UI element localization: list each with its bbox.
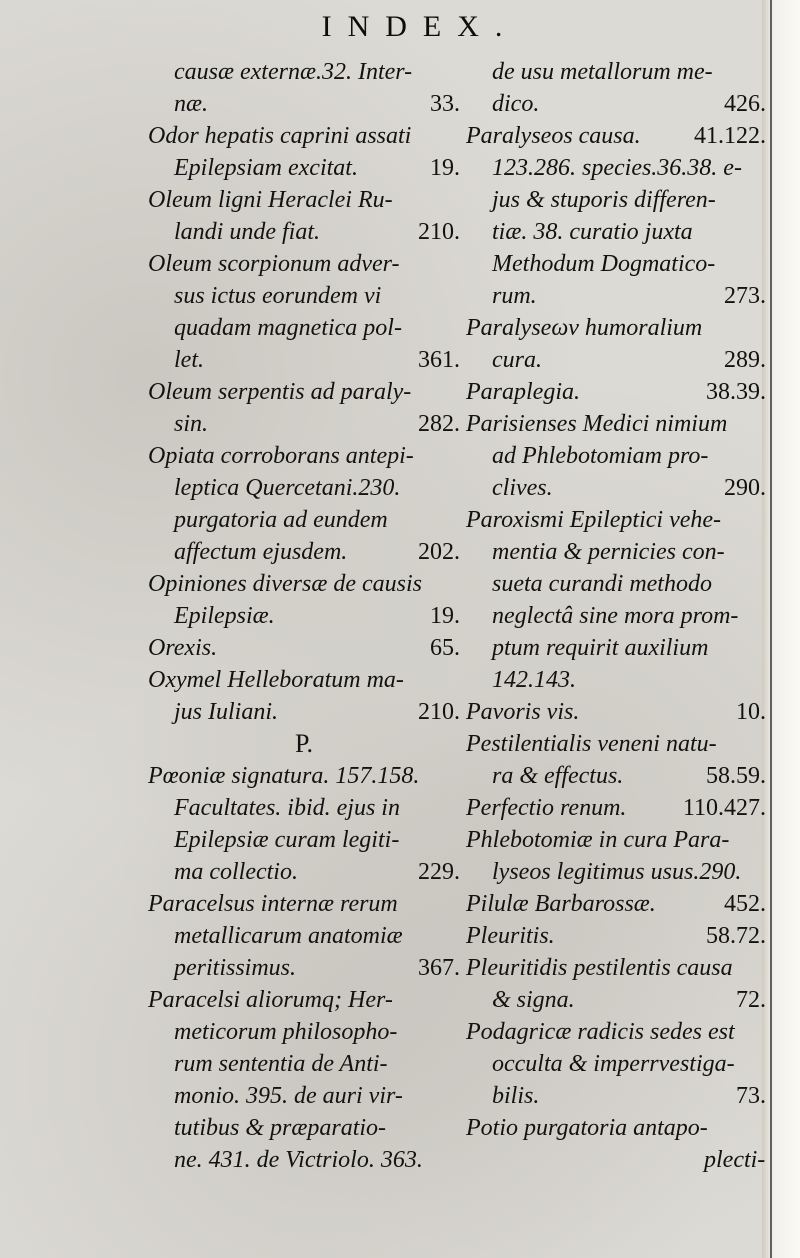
index-line <box>466 888 766 920</box>
index-line <box>466 856 766 888</box>
index-line <box>148 120 460 152</box>
index-entry-text: Paroxismi Epileptici vehe- <box>466 507 722 533</box>
index-entry-text: rum. <box>492 283 537 309</box>
index-line <box>148 216 460 248</box>
index-line <box>466 440 766 472</box>
index-line <box>148 472 460 504</box>
page-reference: 273. <box>724 283 766 309</box>
index-entry-text: cura. <box>492 347 542 373</box>
index-entry-text: clives. <box>492 475 553 501</box>
index-entry-text: Parisienses Medici nimium <box>466 411 728 437</box>
index-entry-text: Methodum Dogmatico- <box>492 251 716 277</box>
index-entry-text: Facultates. ibid. ejus in <box>174 795 400 821</box>
index-entry-text: Oleum ligni Heraclei Ru- <box>148 187 393 213</box>
page-reference: 10. <box>736 699 766 725</box>
index-line <box>466 88 766 120</box>
index-line <box>466 664 766 696</box>
index-line <box>466 1016 766 1048</box>
index-entry-text: leptica Quercetani.230. <box>174 475 401 501</box>
index-line <box>148 856 460 888</box>
index-line <box>148 920 460 952</box>
index-entry-text: Paralyseων humoralium <box>466 315 703 341</box>
page-reference: 33. <box>430 91 460 117</box>
index-line <box>148 1080 460 1112</box>
index-line <box>148 376 460 408</box>
page-reference: 367. <box>418 955 460 981</box>
index-line <box>466 632 766 664</box>
page-reference: 282. <box>418 411 460 437</box>
index-line <box>148 952 460 984</box>
index-entry-text: Oleum scorpionum adver- <box>148 251 400 277</box>
index-entry-text: Opiniones diversæ de causis <box>148 571 422 597</box>
page-reference: 58.59. <box>706 763 766 789</box>
index-left-column <box>148 56 460 1176</box>
index-entry-text: neglectâ sine mora prom- <box>492 603 739 629</box>
index-line <box>148 88 460 120</box>
index-entry-text: dico. <box>492 91 540 117</box>
index-entry-text: Epilepsiæ curam legiti- <box>174 827 400 853</box>
index-entry-text: peritissimus. <box>174 955 297 981</box>
index-line <box>148 664 460 696</box>
index-line <box>148 248 460 280</box>
index-entry-text: ad Phlebotomiam pro- <box>492 443 709 469</box>
index-line <box>466 184 766 216</box>
index-line <box>466 952 766 984</box>
index-line <box>466 1080 766 1112</box>
index-line <box>466 216 766 248</box>
index-line <box>466 472 766 504</box>
index-line <box>148 152 460 184</box>
index-entry-text: Paracelsi aliorumq; Her- <box>148 987 393 1013</box>
index-line <box>148 408 460 440</box>
page-reference: 19. <box>430 155 460 181</box>
index-entry-text: ra & effectus. <box>492 763 624 789</box>
index-entry-text: Paraplegia. <box>466 379 580 405</box>
index-line <box>466 376 766 408</box>
index-line <box>148 728 460 760</box>
index-entry-text: tutibus & præparatio- <box>174 1115 387 1141</box>
index-entry-text: Podagricæ radicis sedes est <box>466 1019 735 1045</box>
index-entry-text: meticorum philosopho- <box>174 1019 398 1045</box>
index-entry-text: Pleuritidis pestilentis causa <box>466 955 733 981</box>
index-entry-text: purgatoria ad eundem <box>174 507 388 533</box>
index-entry-text: rum sententia de Anti- <box>174 1051 388 1077</box>
index-entry-text: Pleuritis. <box>466 923 555 949</box>
index-entry-text: Oleum serpentis ad paraly- <box>148 379 412 405</box>
index-entry-text: & signa. <box>492 987 575 1013</box>
index-line <box>466 120 766 152</box>
index-entry-text: monio. 395. de auri vir- <box>174 1083 403 1109</box>
page-reference: 210. <box>418 699 460 725</box>
index-entry-text: quadam magnetica pol- <box>174 315 402 341</box>
index-entry-text: de usu metallorum me- <box>492 59 713 85</box>
page-reference: 73. <box>736 1083 766 1109</box>
catchword: plecti- <box>704 1147 766 1173</box>
index-entry-text: Paralyseos causa. <box>466 123 641 149</box>
index-line <box>466 504 766 536</box>
index-line <box>466 56 766 88</box>
index-entry-text: Orexis. <box>148 635 218 661</box>
index-line <box>466 1144 766 1176</box>
page-reference: 58.72. <box>706 923 766 949</box>
index-line <box>466 728 766 760</box>
index-entry-text: næ. <box>174 91 209 117</box>
page-edge-line <box>770 0 772 1258</box>
index-line <box>148 984 460 1016</box>
section-letter: P. <box>294 729 314 758</box>
index-entry-text: Opiata corroborans antepi- <box>148 443 414 469</box>
index-line <box>466 1048 766 1080</box>
index-line <box>148 1112 460 1144</box>
index-entry-text: tiæ. 38. curatio juxta <box>492 219 693 245</box>
index-line <box>466 536 766 568</box>
index-line <box>466 344 766 376</box>
index-entry-text: Pavoris vis. <box>466 699 580 725</box>
index-line <box>466 152 766 184</box>
page-reference: 110.427. <box>682 795 766 821</box>
index-line <box>148 344 460 376</box>
index-line <box>148 280 460 312</box>
page-reference: 210. <box>418 219 460 245</box>
index-entry-text: Pœoniæ signatura. 157.158. <box>148 763 420 789</box>
index-entry-text: Pestilentialis veneni natu- <box>466 731 717 757</box>
index-entry-text: Oxymel Helleboratum ma- <box>148 667 404 693</box>
index-line <box>466 248 766 280</box>
index-entry-text: sueta curandi methodo <box>492 571 712 597</box>
index-entry-text: Odor hepatis caprini assati <box>148 123 412 149</box>
page-reference: 361. <box>418 347 460 373</box>
index-line <box>148 536 460 568</box>
index-entry-text: ma collectio. <box>174 859 298 885</box>
index-entry-text: Pilulæ Barbarossæ. <box>466 891 656 917</box>
page-reference: 289. <box>724 347 766 373</box>
page-header: INDEX. <box>321 10 519 43</box>
index-line <box>466 600 766 632</box>
index-entry-text: sin. <box>174 411 209 437</box>
index-entry-text: lyseos legitimus usus.290. <box>492 859 742 885</box>
index-line <box>148 440 460 472</box>
page-reference: 426. <box>724 91 766 117</box>
index-line <box>148 312 460 344</box>
index-entry-text: 142.143. <box>492 667 576 693</box>
page-reference: 290. <box>724 475 766 501</box>
index-entry-text: Potio purgatoria antapo- <box>466 1115 708 1141</box>
index-entry-text: affectum ejusdem. <box>174 539 348 565</box>
index-line <box>466 984 766 1016</box>
index-line <box>466 920 766 952</box>
index-line <box>148 56 460 88</box>
index-line <box>466 312 766 344</box>
index-line <box>466 824 766 856</box>
index-line <box>148 888 460 920</box>
page-reference: 202. <box>418 539 460 565</box>
index-line <box>148 632 460 664</box>
index-entry-text: sus ictus eorundem vi <box>174 283 382 309</box>
index-entry-text: jus & stuporis differen- <box>492 187 716 213</box>
index-line <box>466 568 766 600</box>
page-reference: 38.39. <box>706 379 766 405</box>
index-line <box>466 760 766 792</box>
page-reference: 229. <box>418 859 460 885</box>
index-entry-text: Phlebotomiæ in cura Para- <box>466 827 730 853</box>
index-line <box>466 408 766 440</box>
page-reference: 19. <box>430 603 460 629</box>
index-line <box>148 792 460 824</box>
index-line <box>466 696 766 728</box>
index-entry-text: jus Iuliani. <box>174 699 279 725</box>
index-entry-text: let. <box>174 347 204 373</box>
page-reference: 65. <box>430 635 460 661</box>
index-line <box>148 696 460 728</box>
index-line <box>148 824 460 856</box>
page-reference: 41.122. <box>694 123 766 149</box>
index-entry-text: metallicarum anatomiæ <box>174 923 403 949</box>
index-line <box>148 184 460 216</box>
index-entry-text: ptum requirit auxilium <box>492 635 709 661</box>
index-line <box>148 1144 460 1176</box>
index-entry-text: bilis. <box>492 1083 540 1109</box>
index-line <box>466 792 766 824</box>
index-line <box>148 1048 460 1080</box>
page-edge <box>762 0 800 1258</box>
index-entry-text: ne. 431. de Victriolo. 363. <box>174 1147 423 1173</box>
index-entry-text: landi unde fiat. <box>174 219 320 245</box>
index-entry-text: 123.286. species.36.38. e- <box>492 155 742 181</box>
index-line <box>466 280 766 312</box>
index-entry-text: Perfectio renum. <box>466 795 627 821</box>
index-line <box>148 600 460 632</box>
index-entry-text: causæ externæ.32. Inter- <box>174 59 413 85</box>
index-line <box>148 760 460 792</box>
index-line <box>466 1112 766 1144</box>
index-line <box>148 1016 460 1048</box>
index-entry-text: Epilepsiæ. <box>174 603 275 629</box>
page-reference: 72. <box>736 987 766 1013</box>
index-entry-text: Paracelsus internæ rerum <box>148 891 398 917</box>
index-line <box>148 504 460 536</box>
page-reference: 452. <box>724 891 766 917</box>
index-entry-text: Epilepsiam excitat. <box>174 155 358 181</box>
index-line <box>148 568 460 600</box>
index-right-column <box>466 56 766 1176</box>
index-entry-text: mentia & pernicies con- <box>492 539 725 565</box>
index-entry-text: occulta & imperrvestiga- <box>492 1051 735 1077</box>
